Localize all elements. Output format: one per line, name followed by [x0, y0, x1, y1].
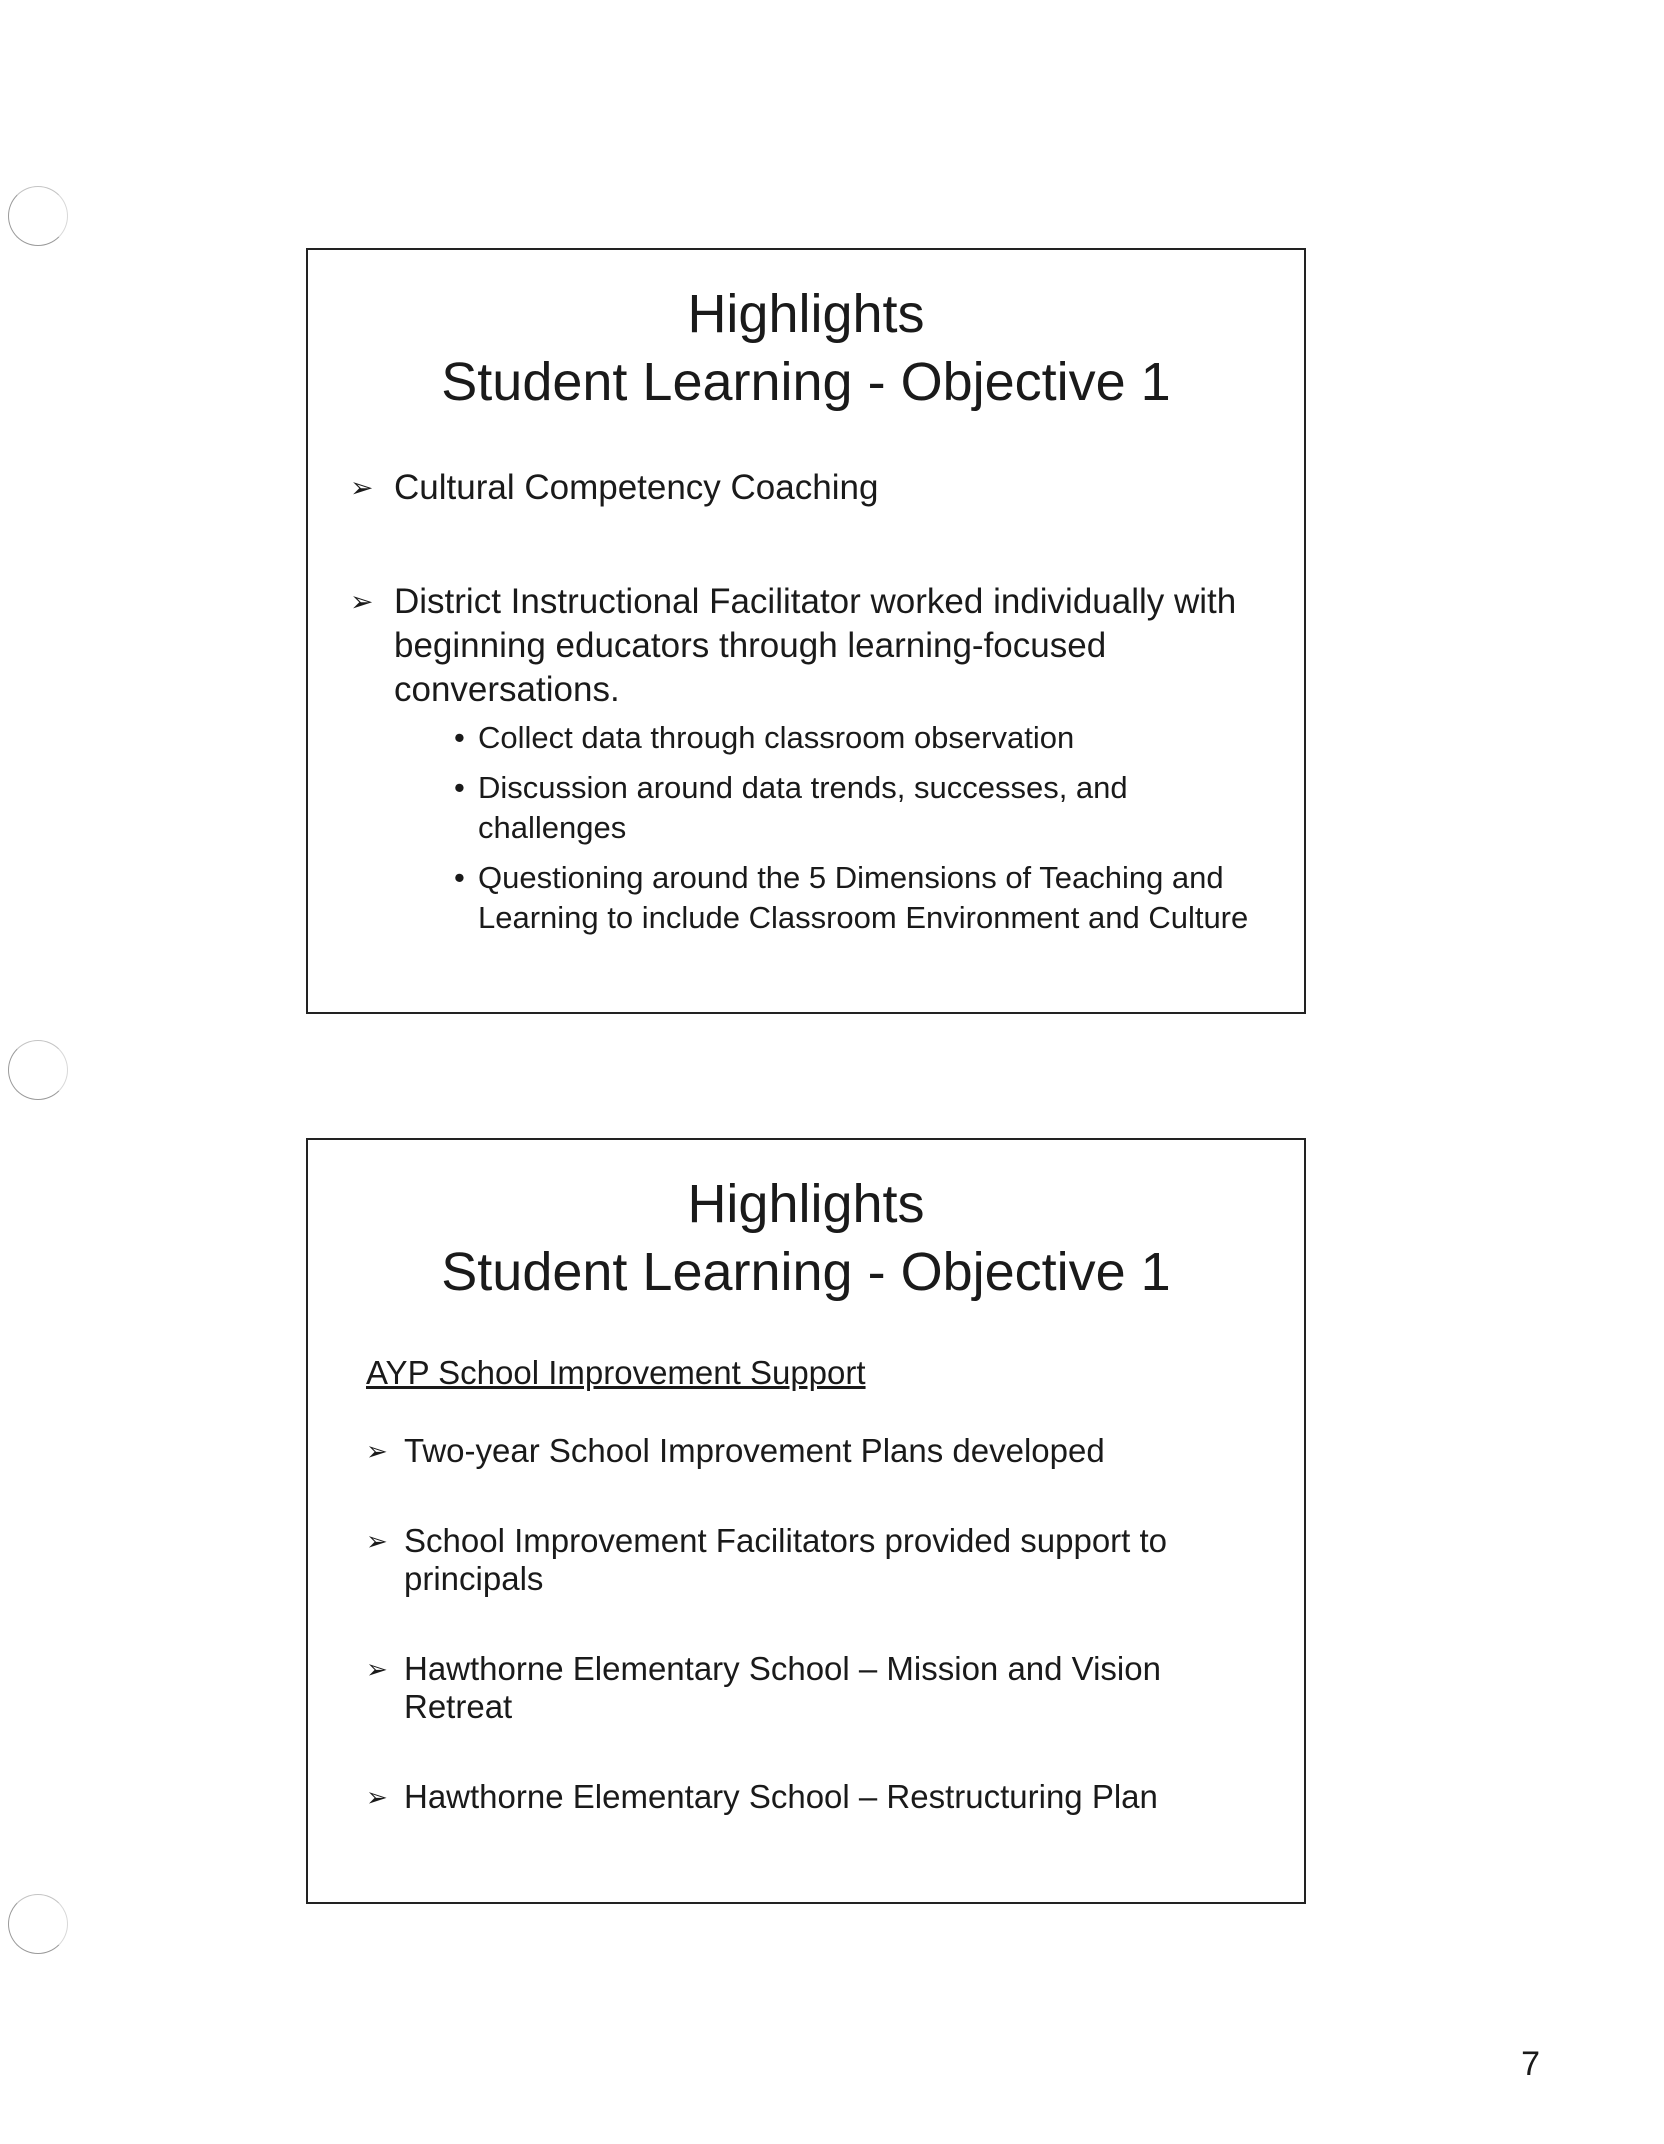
bullet-text: District Instructional Facilitator worked individually with beginning educators through learning-focused conversations.	[394, 582, 1237, 709]
sub-bullet-text: Collect data through classroom observation	[478, 720, 1075, 755]
sub-bullet-text: Discussion around data trends, successes, and challenges	[478, 770, 1128, 845]
slide-2	[306, 1138, 1306, 1904]
bullet-item	[350, 466, 1250, 510]
slide-title-line-1: Highlights	[687, 1174, 925, 1234]
arrow-bullet-icon: ➢	[350, 586, 374, 617]
bullet-item	[366, 1650, 1246, 1726]
page-number: 7	[1521, 2045, 1540, 2083]
sub-bullet-list	[394, 718, 1250, 938]
sub-bullet-text: Questioning around the 5 Dimensions of Teaching and Learning to include Classroom Environment and Culture	[478, 860, 1249, 935]
bullet-item	[366, 1432, 1246, 1470]
punch-hole	[8, 1040, 68, 1100]
arrow-bullet-icon: ➢	[366, 1436, 388, 1466]
sub-bullet-item	[454, 768, 1250, 848]
arrow-bullet-icon: ➢	[350, 472, 374, 503]
dot-bullet-icon: •	[454, 720, 465, 755]
bullet-item	[350, 580, 1250, 938]
slide-1	[306, 248, 1306, 1014]
slide-title	[308, 1140, 1304, 1306]
sub-bullet-item	[454, 718, 1250, 758]
arrow-bullet-icon: ➢	[366, 1654, 388, 1684]
bullet-text: School Improvement Facilitators provided support to principals	[404, 1522, 1168, 1597]
slide-title	[308, 250, 1304, 416]
bullet-list	[366, 1432, 1246, 1816]
arrow-bullet-icon: ➢	[366, 1782, 388, 1812]
bullet-text: Two-year School Improvement Plans developed	[404, 1432, 1105, 1469]
slide-title-line-2: Student Learning - Objective 1	[441, 1242, 1171, 1302]
bullet-list	[350, 466, 1250, 948]
bullet-text: Hawthorne Elementary School – Mission and Vision Retreat	[404, 1650, 1161, 1725]
punch-hole	[8, 1894, 68, 1954]
bullet-text: Cultural Competency Coaching	[394, 468, 879, 507]
dot-bullet-icon: •	[454, 860, 465, 895]
sub-bullet-item	[454, 858, 1250, 938]
arrow-bullet-icon: ➢	[366, 1526, 388, 1556]
bullet-item	[366, 1778, 1246, 1816]
punch-hole	[8, 186, 68, 246]
section-heading: AYP School Improvement Support	[366, 1354, 866, 1391]
slide-title-line-2: Student Learning - Objective 1	[441, 352, 1171, 412]
bullet-text: Hawthorne Elementary School – Restructuring Plan	[404, 1778, 1158, 1815]
dot-bullet-icon: •	[454, 770, 465, 805]
slide-title-line-1: Highlights	[687, 284, 925, 344]
bullet-item	[366, 1522, 1246, 1598]
